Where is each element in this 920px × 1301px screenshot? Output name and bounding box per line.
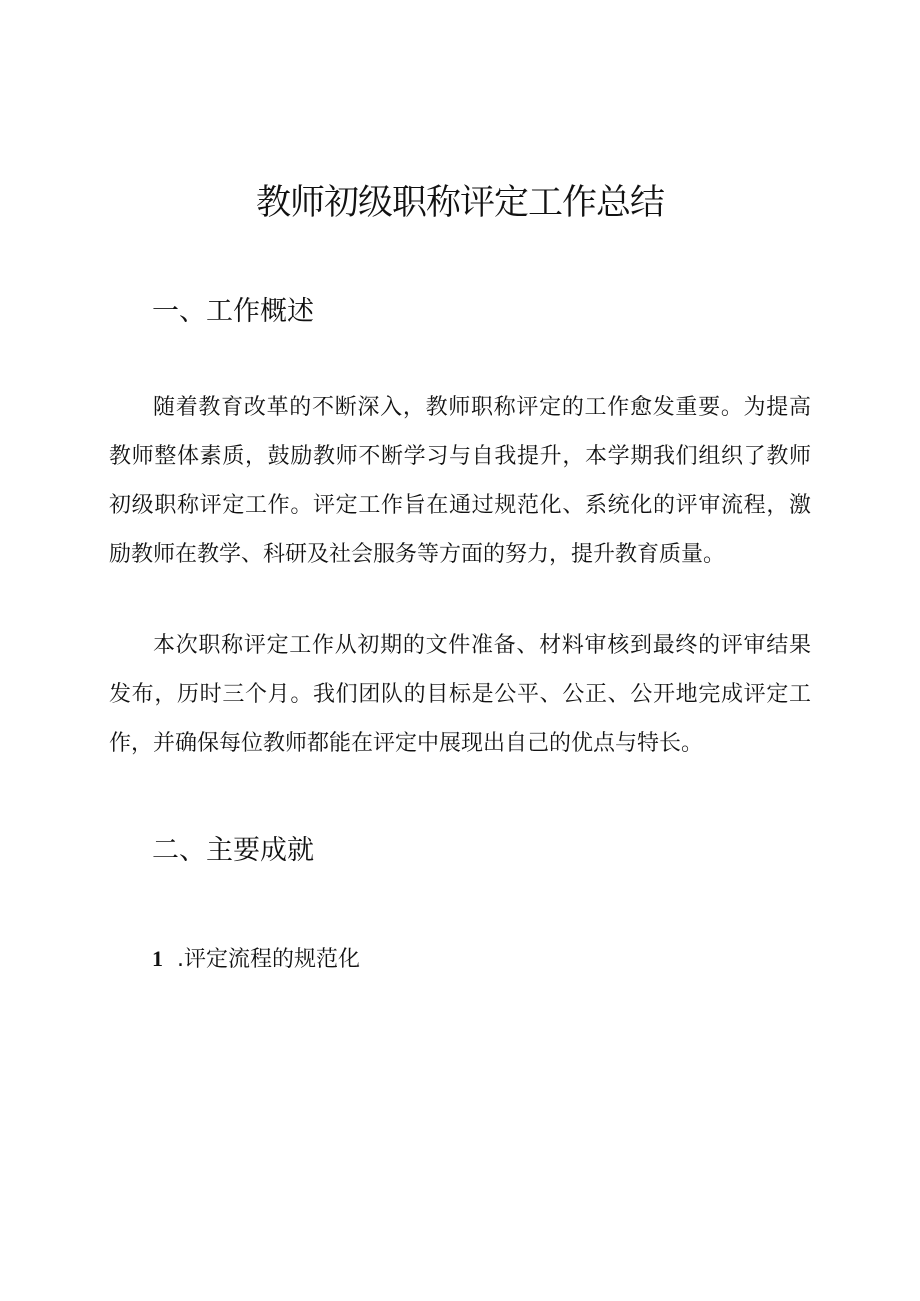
section-heading-overview: 一、工作概述 xyxy=(152,296,314,327)
subsection-number: 1 xyxy=(152,946,163,971)
paragraph-overview-1: 随着教育改革的不断深入，教师职称评定的工作愈发重要。为提高教师整体素质，鼓励教师不断学习与自我提升，本学期我们组织了教师初级职称评定工作。评定工作旨在通过规范化、系统化的评审流程，激励教师在教学、科研及社会服务等方面的努力，提升教育质量。 xyxy=(109,395,811,567)
section-heading-achievements: 二、主要成就 xyxy=(152,835,314,866)
subsection-title: .评定流程的规范化 xyxy=(177,947,360,972)
document-title: 教师初级职称评定工作总结 xyxy=(255,183,664,223)
subsection-heading-process xyxy=(152,942,360,977)
paragraph-overview-2: 本次职称评定工作从初期的文件准备、材料审核到最终的评审结果发布，历时三个月。我们团队的目标是公平、公正、公开地完成评定工作，并确保每位教师都能在评定中展现出自己的优点与特长。 xyxy=(109,633,811,756)
